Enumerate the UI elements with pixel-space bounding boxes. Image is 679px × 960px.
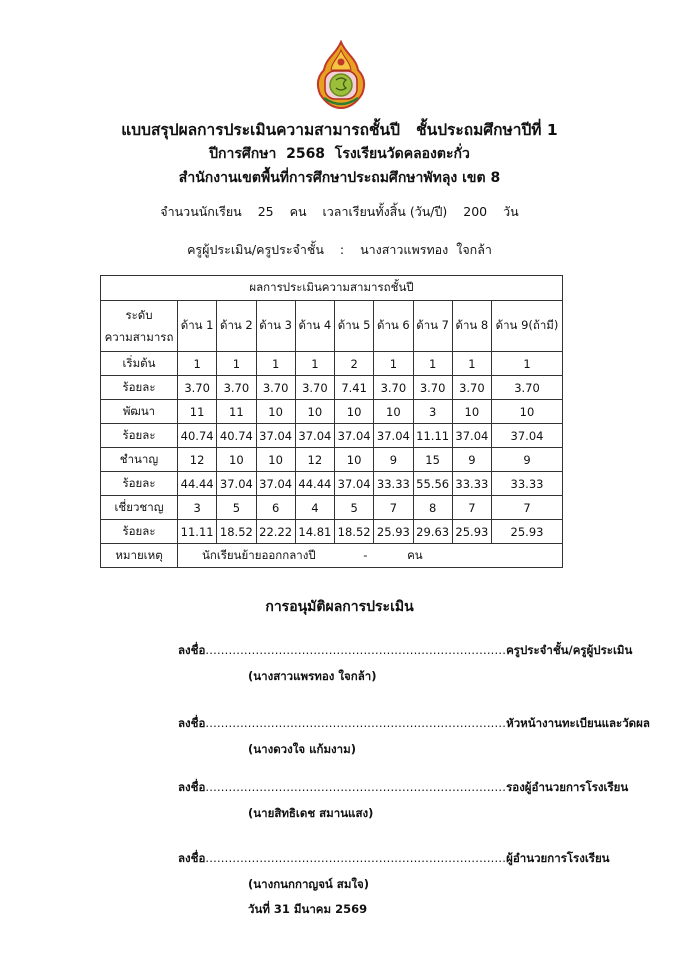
table-cell: 10 xyxy=(452,400,491,424)
note-unit: คน xyxy=(407,547,423,562)
academic-year-school: ปีการศึกษา 2568 โรงเรียนวัดคลองตะกั่ว xyxy=(209,146,470,162)
note-value: - xyxy=(363,547,368,562)
table-cell: 12 xyxy=(178,448,217,472)
table-cell: 11 xyxy=(217,400,256,424)
table-row xyxy=(101,472,563,496)
signature-line-director xyxy=(178,850,610,868)
table-cell: 8 xyxy=(413,496,452,520)
table-cell: 33.33 xyxy=(374,472,413,496)
table-cell: 3.70 xyxy=(492,376,563,400)
column-header: ด้าน 4 xyxy=(295,301,334,352)
evaluator-line xyxy=(0,240,679,260)
table-cell: 37.04 xyxy=(256,472,295,496)
table-cell: 14.81 xyxy=(295,520,334,544)
sign-prefix: ลงชื่อ xyxy=(178,716,206,730)
table-cell: 18.52 xyxy=(217,520,256,544)
table-cell: 3.70 xyxy=(256,376,295,400)
table-row xyxy=(101,400,563,424)
table-cell: 9 xyxy=(452,448,491,472)
table-cell: 40.74 xyxy=(217,424,256,448)
table-cell: 33.33 xyxy=(492,472,563,496)
table-cell: 7 xyxy=(374,496,413,520)
student-summary-line xyxy=(0,202,679,222)
table-cell: 5 xyxy=(217,496,256,520)
table-cell: 1 xyxy=(295,352,334,376)
table-cell: 10 xyxy=(217,448,256,472)
signature-line-registrar xyxy=(178,715,650,733)
evaluator-label: ครูผู้ประเมิน/ครูประจำชั้น xyxy=(187,242,324,257)
table-cell: 11.11 xyxy=(413,424,452,448)
table-cell: 55.56 xyxy=(413,472,452,496)
table-cell: 3.70 xyxy=(217,376,256,400)
table-cell: 33.33 xyxy=(452,472,491,496)
signature-line-teacher xyxy=(178,642,632,660)
table-cell: 3 xyxy=(413,400,452,424)
table-row xyxy=(101,496,563,520)
column-header: ด้าน 8 xyxy=(452,301,491,352)
table-cell: 37.04 xyxy=(256,424,295,448)
table-title-row xyxy=(101,276,563,301)
signature-line-deputy-director xyxy=(178,779,628,797)
note-row xyxy=(101,544,563,568)
table-cell: 2 xyxy=(335,352,374,376)
table-cell: 25.93 xyxy=(374,520,413,544)
row-label: ชำนาญ xyxy=(101,448,178,472)
table-cell: 10 xyxy=(335,400,374,424)
table-cell: 25.93 xyxy=(492,520,563,544)
table-cell: 4 xyxy=(295,496,334,520)
table-cell: 12 xyxy=(295,448,334,472)
table-cell: 37.04 xyxy=(374,424,413,448)
signatory-name: (นางกนกกาญจน์ สมใจ) xyxy=(248,877,370,891)
approval-date: วันที่ 31 มีนาคม 2569 xyxy=(248,902,368,916)
table-cell: 7 xyxy=(492,496,563,520)
sign-prefix: ลงชื่อ xyxy=(178,851,206,865)
table-cell: 44.44 xyxy=(295,472,334,496)
sign-prefix: ลงชื่อ xyxy=(178,643,206,657)
column-header: ด้าน 9(ถ้ามี) xyxy=(492,301,563,352)
table-cell: 29.63 xyxy=(413,520,452,544)
table-row xyxy=(101,424,563,448)
table-row xyxy=(101,352,563,376)
table-row xyxy=(101,448,563,472)
column-header: ด้าน 2 xyxy=(217,301,256,352)
signatory-name: (นางดวงใจ แก้มงาม) xyxy=(248,742,356,756)
table-cell: 1 xyxy=(256,352,295,376)
table-cell: 25.93 xyxy=(452,520,491,544)
sign-prefix: ลงชื่อ xyxy=(178,780,206,794)
table-cell: 10 xyxy=(256,400,295,424)
students-unit: คน xyxy=(289,204,307,219)
signature-role: ผู้อำนวยการโรงเรียน xyxy=(506,851,610,865)
note-content xyxy=(178,544,563,568)
table-cell: 1 xyxy=(374,352,413,376)
education-office: สำนักงานเขตพื้นที่การศึกษาประถมศึกษาพัทลุง เขต 8 xyxy=(178,170,501,186)
emblem-icon xyxy=(314,40,368,110)
table-cell: 10 xyxy=(295,400,334,424)
row-label: ร้อยละ xyxy=(101,472,178,496)
table-cell: 7 xyxy=(452,496,491,520)
table-cell: 6 xyxy=(256,496,295,520)
table-cell: 10 xyxy=(335,448,374,472)
table-cell: 3.70 xyxy=(178,376,217,400)
column-header: ด้าน 1 xyxy=(178,301,217,352)
obec-emblem-logo xyxy=(314,40,368,110)
table-cell: 1 xyxy=(452,352,491,376)
days-label: เวลาเรียนทั้งสิ้น (วัน/ปี) xyxy=(322,204,448,219)
signature-dots: .............................................................................. xyxy=(205,643,507,657)
level-header xyxy=(101,301,178,352)
row-label: เริ่มต้น xyxy=(101,352,178,376)
days-count: 200 xyxy=(463,204,488,219)
row-label: ร้อยละ xyxy=(101,376,178,400)
table-cell: 5 xyxy=(335,496,374,520)
table-cell: 1 xyxy=(413,352,452,376)
signatory-name: (นางสาวแพรทอง ใจกล้า) xyxy=(248,669,377,683)
signature-role: หัวหน้างานทะเบียนและวัดผล xyxy=(506,716,650,730)
evaluator-name: นางสาวแพรทอง ใจกล้า xyxy=(360,242,492,257)
note-text: นักเรียนย้ายออกกลางปี xyxy=(202,547,316,562)
table-cell: 37.04 xyxy=(295,424,334,448)
table-cell: 3.70 xyxy=(295,376,334,400)
document-title: แบบสรุปผลการประเมินความสามารถชั้นปี ชั้นประถมศึกษาปีที่ 1 xyxy=(121,121,558,139)
table-cell: 37.04 xyxy=(492,424,563,448)
row-label: พัฒนา xyxy=(101,400,178,424)
students-count: 25 xyxy=(257,204,274,219)
table-header-row xyxy=(101,301,563,352)
table-cell: 3.70 xyxy=(374,376,413,400)
table-cell: 10 xyxy=(492,400,563,424)
column-header: ด้าน 3 xyxy=(256,301,295,352)
table-cell: 22.22 xyxy=(256,520,295,544)
table-cell: 37.04 xyxy=(452,424,491,448)
table-cell: 9 xyxy=(374,448,413,472)
approval-title: การอนุมัติผลการประเมิน xyxy=(265,599,414,615)
table-row xyxy=(101,376,563,400)
table-cell: 1 xyxy=(178,352,217,376)
evaluator-separator: : xyxy=(339,242,345,257)
table-cell: 18.52 xyxy=(335,520,374,544)
signature-dots: .............................................................................. xyxy=(205,716,507,730)
table-cell: 3 xyxy=(178,496,217,520)
column-header: ด้าน 6 xyxy=(374,301,413,352)
students-label: จำนวนนักเรียน xyxy=(160,204,242,219)
table-cell: 10 xyxy=(374,400,413,424)
signature-dots: .............................................................................. xyxy=(205,780,507,794)
row-label: ร้อยละ xyxy=(101,424,178,448)
table-cell: 11.11 xyxy=(178,520,217,544)
table-cell: 1 xyxy=(217,352,256,376)
table-row xyxy=(101,520,563,544)
table-cell: 9 xyxy=(492,448,563,472)
table-cell: 40.74 xyxy=(178,424,217,448)
table-cell: 3.70 xyxy=(452,376,491,400)
table-cell: 10 xyxy=(256,448,295,472)
level-header-line1: ระดับ xyxy=(125,308,153,322)
table-cell: 37.04 xyxy=(335,424,374,448)
table-cell: 37.04 xyxy=(335,472,374,496)
column-header: ด้าน 5 xyxy=(335,301,374,352)
table-cell: 15 xyxy=(413,448,452,472)
table-cell: 1 xyxy=(492,352,563,376)
days-unit: วัน xyxy=(503,204,519,219)
signatory-name: (นายสิทธิเดช สมานแสง) xyxy=(248,806,374,820)
table-body xyxy=(101,352,563,544)
table-cell: 37.04 xyxy=(217,472,256,496)
table-cell: 11 xyxy=(178,400,217,424)
table-cell: 3.70 xyxy=(413,376,452,400)
signature-dots: .............................................................................. xyxy=(205,851,507,865)
row-label: เชี่ยวชาญ xyxy=(101,496,178,520)
signature-role: รองผู้อำนวยการโรงเรียน xyxy=(506,780,629,794)
signature-role: ครูประจำชั้น/ครูผู้ประเมิน xyxy=(506,643,633,657)
column-header: ด้าน 7 xyxy=(413,301,452,352)
note-label: หมายเหตุ xyxy=(101,544,178,568)
table-title: ผลการประเมินความสามารถชั้นปี xyxy=(101,276,563,301)
table-cell: 44.44 xyxy=(178,472,217,496)
results-table xyxy=(100,275,563,568)
row-label: ร้อยละ xyxy=(101,520,178,544)
table-cell: 7.41 xyxy=(335,376,374,400)
level-header-line2: ความสามารถ xyxy=(104,330,174,344)
